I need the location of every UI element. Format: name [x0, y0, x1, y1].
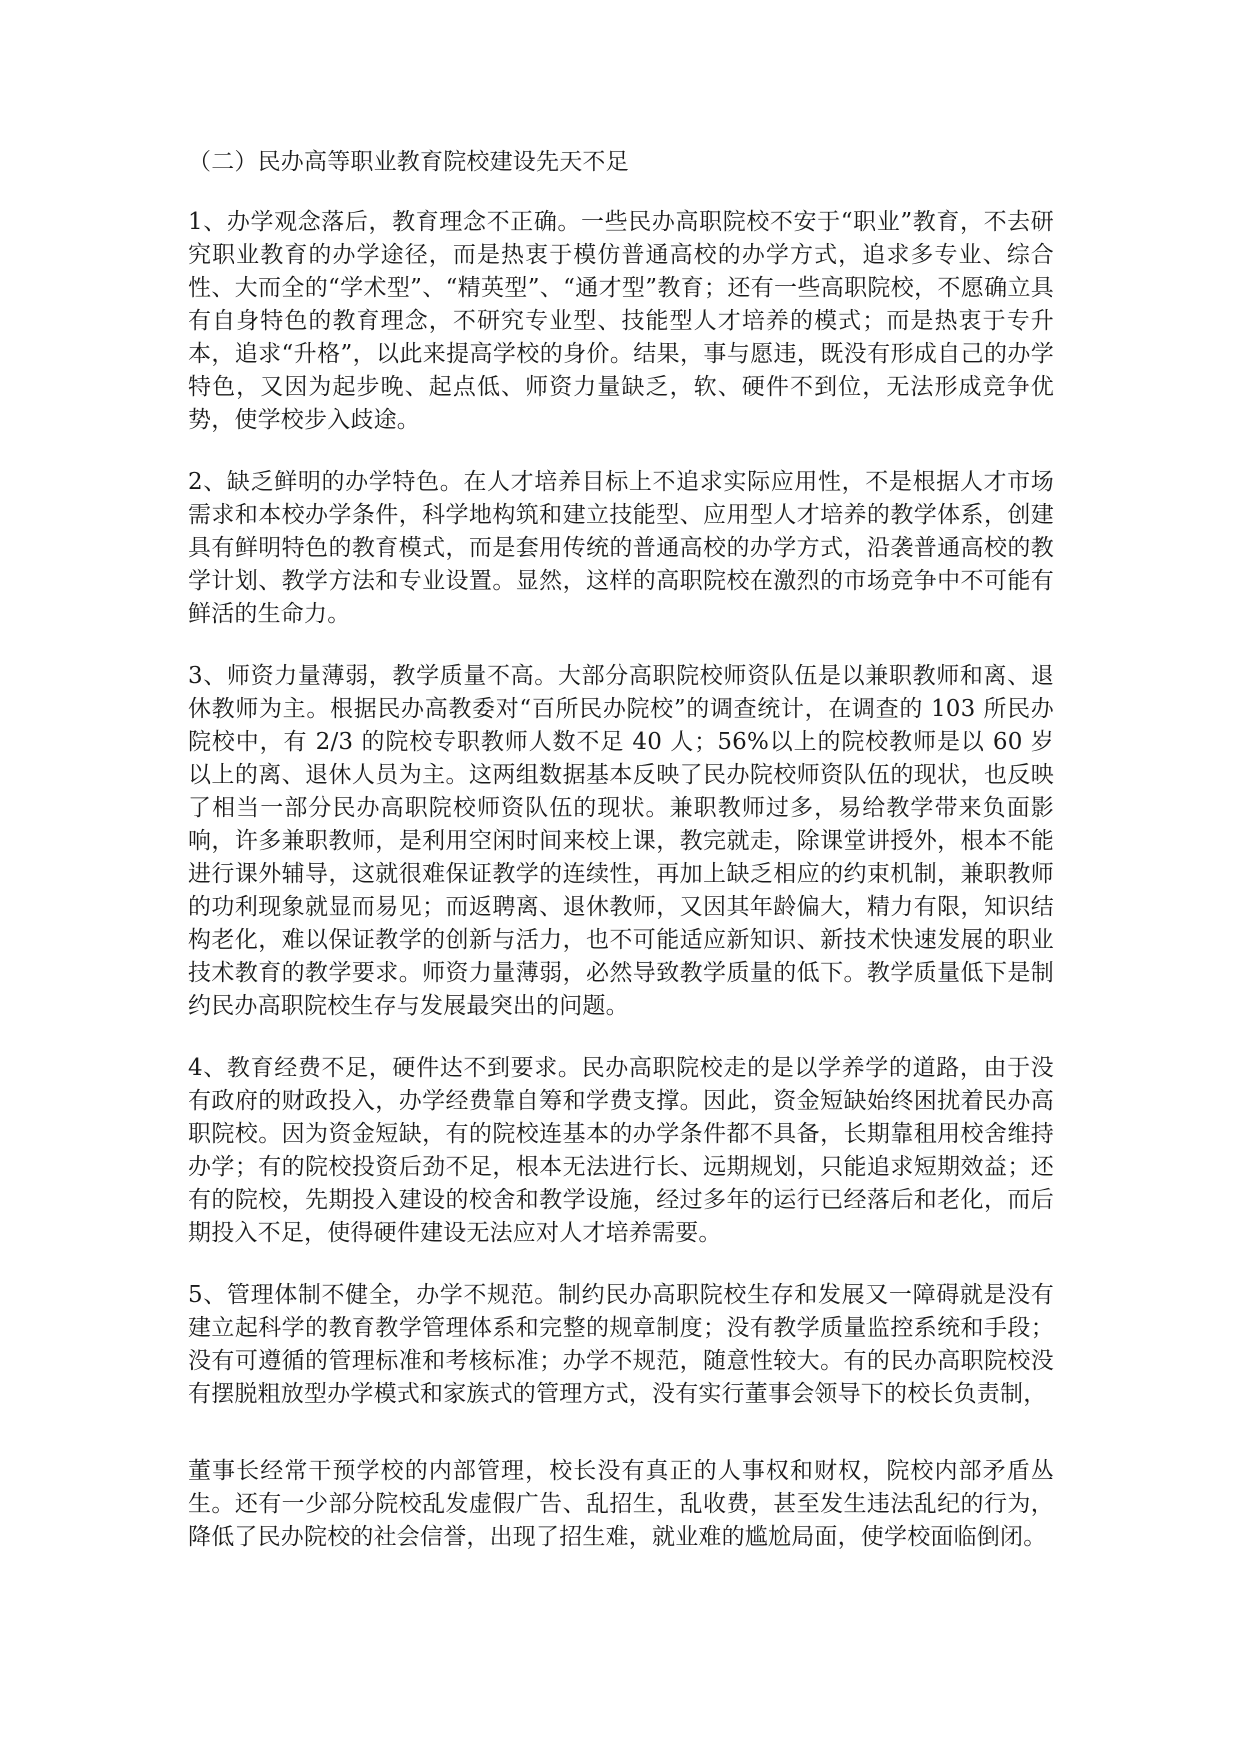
section-heading: （二）民办高等职业教育院校建设先天不足: [188, 149, 629, 175]
paragraph-6: 董事长经常干预学校的内部管理，校长没有真正的人事权和财权，院校内部矛盾丛生。还有一少部分院校乱发虚假广告、乱招生，乱收费，甚至发生违法乱纪的行为，降低了民办院校的社会信誉，出现了招生难，就业难的尴尬局面，使学校面临倒闭。: [188, 1458, 1054, 1550]
paragraph-1: 1、办学观念落后，教育理念不正确。一些民办高职院校不安于“职业”教育，不去研究职业教育的办学途径，而是热衷于模仿普通高校的办学方式，追求多专业、综合性、大而全的“学术型”、“精英型”、“通才型”教育；还有一些高职院校，不愿确立具有自身特色的教育理念，不研究专业型、技能型人才培养的模式；而是热衷于专升本，追求“升格”，以此来提高学校的身价。结果，事与愿违，既没有形成自己的办学特色，又因为起步晚、起点低、师资力量缺乏，软、硬件不到位，无法形成竞争优势，使学校步入歧途。: [188, 209, 1054, 433]
paragraph-3: 3、师资力量薄弱，教学质量不高。大部分高职院校师资队伍是以兼职教师和离、退休教师为主。根据民办高教委对“百所民办院校”的调查统计，在调查的 103 所民办院校中，有 2/3 的院校专职教师人数不足 40 人；56%以上的院校教师是以 60 岁以上的离、退休人员为主。这两组数据基本反映了民办院校师资队伍的现状，也反映了相当一部分民办高职院校师资队伍的现状。兼职教师过多，易给教学带来负面影响，许多兼职教师，是利用空闲时间来校上课，教完就走，除课堂讲授外，根本不能进行课外辅导，这就很难保证教学的连续性，再加上缺乏相应的约束机制，兼职教师的功利现象就显而易见；而返聘离、退休教师，又因其年龄偏大，精力有限，知识结构老化，难以保证教学的创新与活力，也不可能适应新知识、新技术快速发展的职业技术教育的教学要求。师资力量薄弱，必然导致教学质量的低下。教学质量低下是制约民办高职院校生存与发展最突出的问题。: [188, 663, 1054, 1019]
document-body: [188, 146, 1054, 1583]
paragraph-5: 5、管理体制不健全，办学不规范。制约民办高职院校生存和发展又一障碍就是没有建立起科学的教育教学管理体系和完整的规章制度；没有教学质量监控系统和手段；没有可遵循的管理标准和考核标准；办学不规范，随意性较大。有的民办高职院校没有摆脱粗放型办学模式和家族式的管理方式，没有实行董事会领导下的校长负责制，: [188, 1282, 1054, 1407]
paragraph-2: 2、缺乏鲜明的办学特色。在人才培养目标上不追求实际应用性，不是根据人才市场需求和本校办学条件，科学地构筑和建立技能型、应用型人才培养的教学体系，创建具有鲜明特色的教育模式，而是套用传统的普通高校的办学方式，沿袭普通高校的教学计划、教学方法和专业设置。显然，这样的高职院校在激烈的市场竞争中不可能有鲜活的生命力。: [188, 469, 1054, 627]
paragraph-4: 4、教育经费不足，硬件达不到要求。民办高职院校走的是以学养学的道路，由于没有政府的财政投入，办学经费靠自筹和学费支撑。因此，资金短缺始终困扰着民办高职院校。因为资金短缺，有的院校连基本的办学条件都不具备，长期靠租用校舍维持办学；有的院校投资后劲不足，根本无法进行长、远期规划，只能追求短期效益；还有的院校，先期投入建设的校舍和教学设施，经过多年的运行已经落后和老化，而后期投入不足，使得硬件建设无法应对人才培养需要。: [188, 1055, 1054, 1246]
